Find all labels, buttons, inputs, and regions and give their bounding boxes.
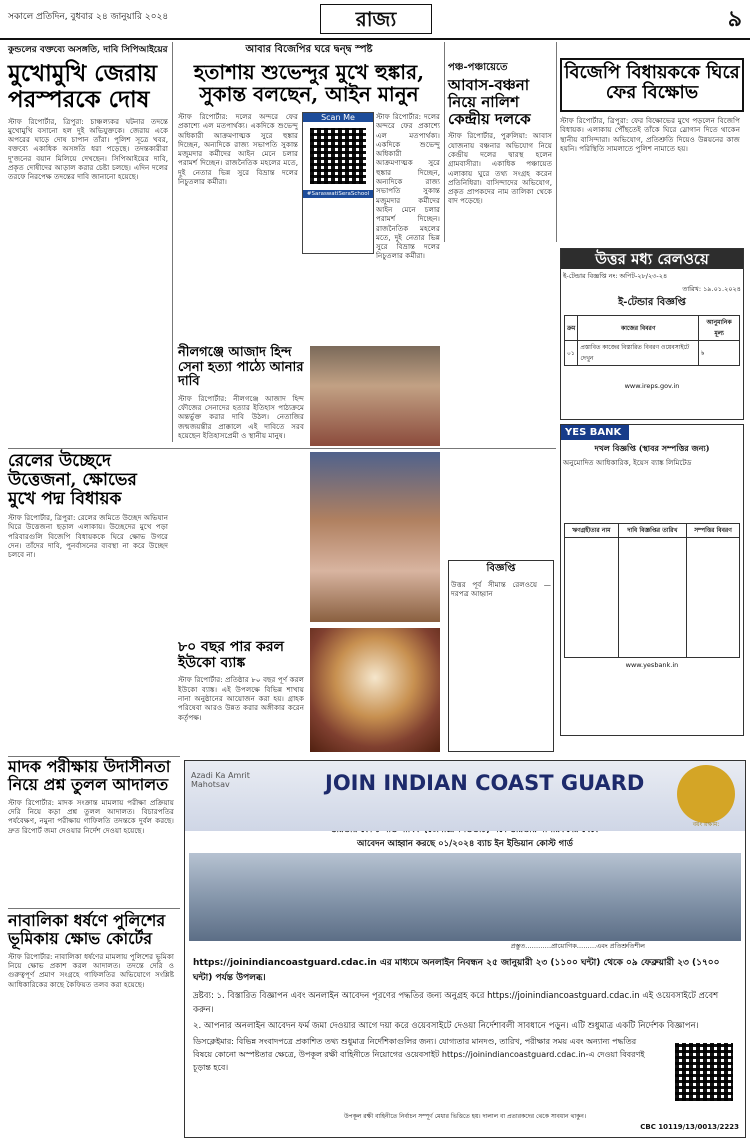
article-1-body: স্টাফ রিপোর্টার, ত্রিপুরা: চাঞ্চল্যকর ঘটনার তদন্তে মুখোমুখি বসানো হল দুই অভিযুক্তকে। জেরায় একে অপরের ঘাড়ে দোষ চাপান তাঁরা। পুলিশ সূত্রে খবর, বক্তব্যে একাধিক অসঙ্গতি ধরা পড়েছে। তদন্তকারীরা দু'জনের বয়ান মিলিয়ে দেখছেন। সিপিআইয়ের দাবি, প্রকৃত দোষীদের আড়াল করার চেষ্টা চলছে। এদিন দলের তরফে নিরপেক্ষ তদন্তের দাবি জানানো হয়েছে। [8, 116, 168, 182]
article-9-body: স্টাফ রিপোর্টার: নাবালিকা ধর্ষণের মামলায় পুলিশের ভূমিকা নিয়ে ক্ষোভ প্রকাশ করল আদালত। তদন্তে দেরি ও গুরুত্বপূর্ণ প্রমাণ সংগ্রহে গাফিলতির অভিযোগে সংশ্লিষ্ট আধিকারিকের কাছে কৈফিয়ত তলব করা হয়েছে। [8, 951, 174, 989]
article-7-headline: ৮০ বছর পার করল ইউকো ব্যাঙ্ক [178, 639, 284, 671]
bank-logo: YES BANK [561, 425, 629, 440]
bank-headline: দখল বিজ্ঞপ্তি (স্থাবর সম্পত্তির জন্য) [594, 443, 710, 453]
col-head: ঋণগ্রহীতার নাম [565, 524, 619, 538]
bank-site: www.yesbank.in [625, 661, 679, 669]
ad-line1: https://joinindiancoastguard.cdac.in এর মাধ্যমে অনলাইন নিবন্ধন ২৫ জানুয়ারী ২৩ (১১০০ ঘন্টা) থেকে ০৯ ফেব্রুয়ারী ২৩ (১৭০০ ঘন্টা) পর্যন্ত উপলব্ধ। [193, 958, 720, 983]
small-notice-body: উত্তর পূর্ব সীমান্ত রেলওয়ে — দরপত্র আহ্বান [451, 580, 551, 599]
scan-tag: #SaraswatiSeraSchool [303, 190, 373, 198]
photo-group [310, 346, 440, 446]
ad-footer: উপকূল রক্ষী বাহিনীতে নির্বাচন সম্পূর্ণ মেধার ভিত্তিতে হয়। দালাল বা প্রতারকদের থেকে সাবধান থাকুন। [343, 1113, 587, 1120]
article-6 [178, 346, 304, 554]
coast-guard-emblem-icon [677, 765, 735, 823]
ad-banner [185, 761, 745, 831]
article-2 [178, 42, 440, 106]
rail-web: www.ireps.gov.in [624, 382, 680, 390]
article-5-body: স্টাফ রিপোর্টার, ত্রিপুরা: রেলের জমিতে উচ্ছেদ অভিযান ঘিরে উত্তেজনা ছড়াল এলাকায়। উচ্ছেদের মুখে পড়া পরিবারগুলি বিজেপি বিধায়ককে ঘিরে ক্ষোভ উগরে দেন। তাঁদের দাবি, পুনর্বাসনের ব্যবস্থা না করে উচ্ছেদ চলবে না। [8, 513, 168, 560]
rail-logo: উত্তর মধ্য রেলওয়ে [561, 249, 743, 269]
ad-line3: ২. আপনার অনলাইন আবেদন ফর্ম জমা দেওয়ার আগে দয়া করে ওয়েবসাইটে দেওয়া নির্দেশাবলী সাবধানে পড়ুন। এটি শুধুমাত্র একটি নির্দেশক বিজ্ঞাপন। [193, 1021, 699, 1031]
cell: ০১ [565, 341, 578, 366]
rail-date: তারিখ: ১৯.০১.২০২৪ [682, 285, 741, 293]
article-4-headline: বিজেপি বিধায়ককে ঘিরে ফের বিক্ষোভ [564, 62, 740, 104]
article-6-headline: নীলগঞ্জে আজাদ হিন্দ সেনা হত্যা পাঠ্যে আনার দাবি [178, 345, 304, 390]
col-head: সম্পত্তির বিবরণ [687, 524, 740, 538]
article-7 [178, 640, 304, 775]
col-head: কাজের বিবরণ [578, 316, 699, 341]
article-6-body: স্টাফ রিপোর্টার: নীলগঞ্জে আজাদ হিন্দ ফৌজের সেনাদের হত্যার ইতিহাস পাঠ্যক্রমে অন্তর্ভুক্ত করার দাবি উঠল। নেতাজির জন্মজয়ন্তীর প্রাক্কালে এই দাবিতে সরব হয়েছেন ইতিহাসপ্রেমী ও স্থানীয় মানুষ। [178, 393, 304, 440]
col-head: আনুমানিক মূল্য [699, 316, 740, 341]
date-line: সকালে প্রতিদিন, বুধবার ২৪ জানুয়ারি ২০২৪ [8, 12, 169, 22]
bank-table [564, 523, 740, 658]
rule [556, 42, 557, 242]
rail-tender [560, 248, 744, 420]
rail-table [564, 315, 740, 366]
cell: প্রস্তাবিত কাজের বিস্তারিত বিবরণ ওয়েবসাইটে দেখুন [578, 341, 699, 366]
article-1-headline: মুখোমুখি জেরায় পরস্পরকে দোষ [8, 60, 158, 113]
ad-cbc: CBC 10119/13/0013/2223 [640, 1123, 739, 1131]
article-3-body: স্টাফ রিপোর্টার, পুরুলিয়া: আবাস যোজনায় বঞ্চনার অভিযোগ নিয়ে কেন্দ্রীয় দলের দ্বারস্থ হলেন গ্রামবাসীরা। একাধিক পঞ্চায়েত এলাকায় ঘুরে তথ্য সংগ্রহ করেন প্রতিনিধিরা। বাসিন্দাদের অভিযোগ, প্রকৃত প্রাপকদের নাম তালিকা থেকে বাদ পড়েছে। [448, 131, 552, 206]
article-2-body-col1: স্টাফ রিপোর্টার: দলের অন্দরে ফের প্রকাশ্যে এল মতপার্থক্য। একদিকে শুভেন্দু অধিকারী আক্রমণাত্মক সুরে হুঙ্কার দিচ্ছেন, অন্যদিকে রাজ্য সভাপতি সুকান্ত মজুমদার কর্মীদের আইন মেনে চলার পরামর্শ দিচ্ছেন। রাজনৈতিক মহলের মতে, দুই নেতার ভিন্ন সুরে বিভ্রান্ত দলের নিচুতলার কর্মীরা। [178, 112, 298, 187]
small-notice-title: বিজ্ঞপ্তি [486, 563, 516, 574]
small-notice [448, 560, 554, 752]
article-3-kicker: পঞ্চ-পঞ্চায়েতে [448, 62, 508, 73]
cell: ৳ [699, 341, 740, 366]
photo-women [310, 452, 440, 622]
ad-sub2: আবেদন আহ্বান করছে ০১/২০২৪ ব্যাচ ইন ইন্ডিয়ান কোস্ট গার্ড [357, 839, 573, 849]
article-3-headline: আবাস-বঞ্চনা নিয়ে নালিশ কেন্দ্রীয় দলকে [448, 76, 531, 128]
article-2-body-col3: স্টাফ রিপোর্টার: দলের অন্দরে ফের প্রকাশ্যে এল মতপার্থক্য। একদিকে শুভেন্দু অধিকারী আক্রমণাত্মক সুরে হুঙ্কার দিচ্ছেন, অন্যদিকে রাজ্য সভাপতি সুকান্ত মজুমদার কর্মীদের আইন মেনে চলার পরামর্শ দিচ্ছেন। রাজনৈতিক মহলের মতে, দুই নেতার ভিন্ন সুরে বিভ্রান্ত দলের নিচুতলার কর্মীরা। [376, 112, 440, 261]
ad-line2: দ্রষ্টব্য: ১. বিস্তারিত বিজ্ঞাপন এবং অনলাইন আবেদন পূরণের পদ্ধতির জন্য অনুগ্রহ করে https://joinindiancoastguard.cdac.in এই ওয়েবসাইটে প্রবেশ করুন। [193, 991, 719, 1015]
article-5-headline: রেলের উচ্ছেদে উত্তেজনা, ক্ষোভের মুখে পদ্ম বিধায়ক [8, 451, 137, 510]
article-3 [448, 60, 552, 461]
azadi-logo: Azadi Ka Amrit Mahotsav [191, 771, 250, 789]
rail-tender-title: ই-টেন্ডার বিজ্ঞপ্তি [618, 297, 686, 308]
article-8-headline: মাদক পরীক্ষায় উদাসীনতা নিয়ে প্রশ্ন তুলল আদালত [8, 757, 171, 794]
article-2-headline: হতাশায় শুভেন্দুর মুখে হুঙ্কার, সুকান্ত বলছেন, আইন মানুন [193, 60, 425, 107]
article-2-kicker: আবার বিজেপির ঘরে দ্বন্দ্ব স্পষ্ট [245, 44, 373, 55]
qr-code-icon [310, 128, 366, 184]
rule [172, 42, 173, 442]
article-5 [8, 452, 168, 763]
scan-box [302, 112, 374, 254]
article-8-body: স্টাফ রিপোর্টার: মাদক সংক্রান্ত মামলায় পরীক্ষা প্রক্রিয়ায় দেরি নিয়ে কড়া প্রশ্ন তুলল আদালত। বিচারপতির পর্যবেক্ষণ, নমুনা পরীক্ষায় গাফিলতি তদন্তকে দুর্বল করছে। দ্রুত রিপোর্ট জমা দেওয়ার নির্দেশ দেওয়া হয়েছে। [8, 797, 174, 835]
photo-idol [310, 628, 440, 752]
article-1 [8, 42, 168, 447]
rail-notice-no: ই-টেন্ডার বিজ্ঞপ্তি নং: অপিট-২৮/২৩-২৪ [563, 272, 668, 280]
qr-code-icon [675, 1043, 733, 1101]
coast-guard-ad [184, 760, 746, 1138]
ad-title: JOIN INDIAN COAST GUARD [325, 771, 645, 795]
bank-notice [560, 424, 744, 736]
rule [8, 908, 180, 909]
article-9-headline: নাবালিকা ধর্ষণে পুলিশের ভূমিকায় ক্ষোভ কোর্টের [8, 911, 166, 948]
bank-intro: অনুমোদিত আধিকারিক, ইয়েস ব্যাঙ্ক লিমিটেড [563, 458, 692, 467]
col-head: দাবি বিজ্ঞপ্তির তারিখ [618, 524, 686, 538]
article-9 [8, 912, 174, 1102]
section-title: রাজ্য [320, 4, 432, 34]
article-4-body: স্টাফ রিপোর্টার, ত্রিপুরা: ফের বিক্ষোভের মুখে পড়লেন বিজেপি বিধায়ক। এলাকায় পৌঁছতেই তাঁকে ঘিরে স্লোগান দিতে থাকেন স্থানীয় বাসিন্দারা। অভিযোগ, প্রতিশ্রুতি দিয়েও উন্নয়নের কাজ হয়নি। পরিস্থিতি সামলাতে পুলিশ নামাতে হয়। [560, 116, 740, 153]
page-header [0, 0, 750, 40]
rule [444, 42, 445, 242]
scan-label: Scan Me [303, 113, 373, 122]
ad-line4: ডিসক্লেইমার: বিভিন্ন সংবাদপত্রে প্রকাশিত তথ্য শুধুমাত্র নির্দেশিকাগুলির জন্য। যোগ্যতার মানদণ্ড, তারিখ, পরীক্ষার সময় এবং অন্যান্য পদ্ধতির বিষয়ে কোনো অস্পষ্টতার ক্ষেত্রে, উপকূল রক্ষী বাহিনীতে নিয়োগের ওয়েবসাইট https://joinindiancoastguard.cdac.in-এ দেওয়া বিবরণই চূড়ান্ত হবে। [193, 1037, 645, 1072]
coast-motto: বয়ং রক্ষাম: [692, 821, 720, 828]
article-8 [8, 758, 174, 908]
ad-prep: প্রস্তুত…………প্রায়োগিক………এবং প্রতিশ্রুতিশীল [510, 942, 645, 950]
article-1-kicker: কুন্ডলের বক্তব্যে অসঙ্গতি, দাবি সিপিআইয়ের [8, 45, 168, 55]
col-head: ক্রম [565, 316, 578, 341]
ship-image [189, 853, 741, 941]
page-number: ৯ [727, 7, 742, 32]
article-4-headline-box [560, 58, 744, 112]
article-7-body: স্টাফ রিপোর্টার: প্রতিষ্ঠার ৮০ বছর পূর্ণ করল ইউকো ব্যাঙ্ক। এই উপলক্ষে বিভিন্ন শাখায় নানা অনুষ্ঠানের আয়োজন করা হয়। গ্রাহক পরিষেবা আরও উন্নত করার অঙ্গীকার করেন কর্তৃপক্ষ। [178, 675, 304, 722]
